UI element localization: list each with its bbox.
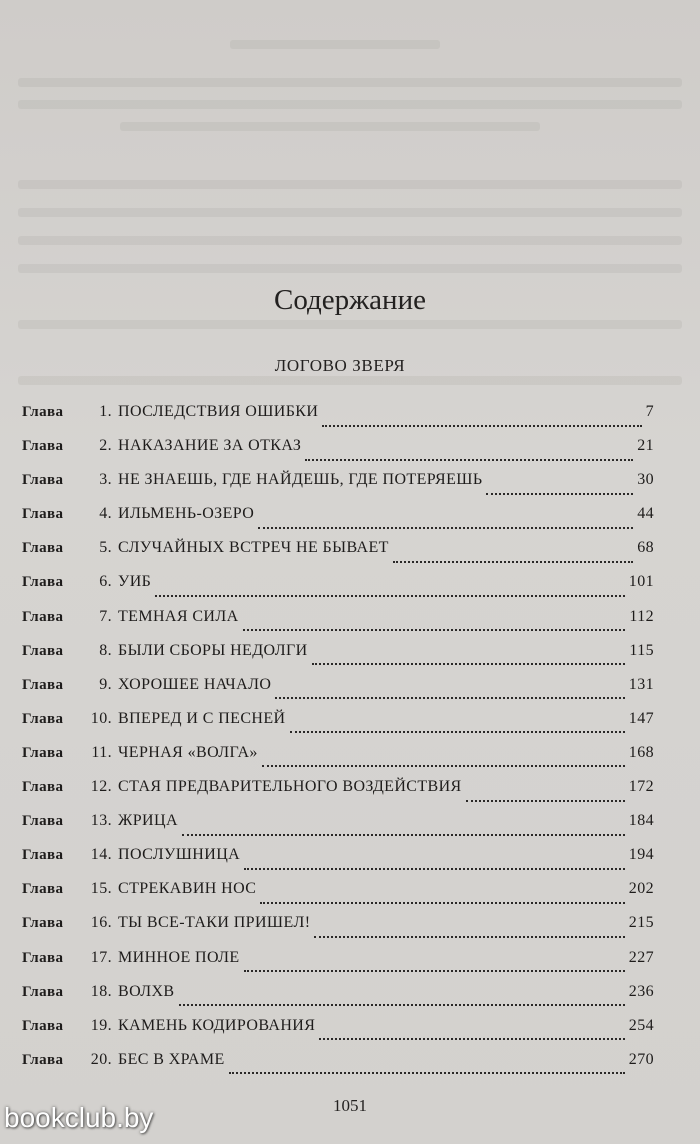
chapter-title: ПОСЛЕДСТВИЯ ОШИБКИ [118, 403, 319, 420]
chapter-page-number: 236 [628, 982, 654, 1000]
chapter-title: ЖРИЦА [118, 812, 178, 830]
chapter-label: Глава [22, 574, 64, 591]
chapter-label: Глава [22, 676, 64, 693]
chapter-label: Глава [22, 608, 64, 625]
chapter-page-number: 101 [628, 573, 654, 591]
chapter-title: МИННОЕ ПОЛЕ [118, 948, 240, 966]
toc-entry [22, 471, 654, 505]
dot-leader [182, 833, 625, 836]
chapter-page-number: 227 [628, 948, 654, 966]
dot-leader [275, 696, 625, 699]
toc-entry [22, 914, 654, 948]
chapter-number: 20. [90, 1050, 112, 1068]
chapter-number: 6. [99, 573, 112, 591]
toc-entry [22, 437, 654, 471]
chapter-number: 13. [90, 812, 112, 830]
chapter-title: ТЕМНАЯ СИЛА [118, 607, 239, 625]
chapter-label: Глава [22, 404, 64, 420]
chapter-page-number: 254 [628, 1016, 654, 1034]
chapter-label: Глава [22, 915, 64, 932]
dot-leader [312, 662, 626, 665]
dot-leader [244, 867, 625, 870]
toc-entry [22, 880, 654, 914]
bleed-through-text [18, 208, 682, 217]
chapter-label: Глава [22, 540, 64, 557]
chapter-label: Глава [22, 472, 64, 489]
chapter-page-number: 7 [645, 403, 654, 420]
chapter-page-number: 21 [637, 437, 654, 455]
chapter-number: 11. [91, 743, 112, 761]
chapter-page-number: 172 [628, 778, 654, 796]
dot-leader [486, 492, 633, 495]
chapter-number: 12. [90, 778, 112, 796]
bleed-through-text [18, 376, 682, 385]
bleed-through-text [18, 236, 682, 245]
toc-entry [22, 812, 654, 846]
chapter-number: 18. [90, 982, 112, 1000]
bleed-through-text [18, 78, 682, 87]
chapter-title: ХОРОШЕЕ НАЧАЛО [118, 675, 272, 693]
dot-leader [305, 458, 633, 461]
dot-leader [262, 764, 625, 767]
chapter-page-number: 30 [637, 471, 654, 489]
contents-heading: Содержание [274, 284, 426, 316]
chapter-title: ТЫ ВСЕ-ТАКИ ПРИШЕЛ! [118, 914, 311, 932]
chapter-label: Глава [22, 438, 64, 455]
chapter-page-number: 68 [637, 539, 654, 557]
chapter-title: НАКАЗАНИЕ ЗА ОТКАЗ [118, 437, 302, 455]
dot-leader [393, 560, 633, 563]
dot-leader [258, 526, 633, 529]
chapter-page-number: 147 [628, 709, 654, 727]
chapter-page-number: 168 [628, 743, 654, 761]
dot-leader [319, 1037, 624, 1040]
toc-entry [22, 710, 654, 744]
chapter-label: Глава [22, 881, 64, 898]
chapter-number: 8. [99, 641, 112, 659]
bleed-through-text [18, 264, 682, 273]
dot-leader [466, 799, 625, 802]
dot-leader [260, 901, 624, 904]
toc-entry [22, 1017, 654, 1051]
dot-leader [322, 424, 641, 427]
chapter-title: УИБ [118, 573, 152, 591]
chapter-page-number: 270 [628, 1050, 654, 1068]
dot-leader [229, 1071, 625, 1074]
dot-leader [244, 969, 625, 972]
chapter-page-number: 202 [628, 880, 654, 898]
toc-entry [22, 983, 654, 1017]
part-title: ЛОГОВО ЗВЕРЯ [274, 356, 406, 375]
bleed-through-text [230, 40, 440, 49]
chapter-title: ЧЕРНАЯ «ВОЛГА» [118, 743, 258, 761]
toc-entry [22, 608, 654, 642]
toc-entry [22, 949, 654, 983]
dot-leader [243, 628, 626, 631]
toc-entry [22, 539, 654, 573]
bleed-through-text [18, 180, 682, 189]
toc-entry [22, 846, 654, 880]
toc-entry [22, 676, 654, 710]
chapter-number: 2. [99, 437, 112, 455]
chapter-number: 5. [99, 539, 112, 557]
toc-entry [22, 642, 654, 676]
chapter-page-number: 184 [628, 812, 654, 830]
chapter-title: НЕ ЗНАЕШЬ, ГДЕ НАЙДЕШЬ, ГДЕ ПОТЕРЯЕШЬ [118, 471, 483, 489]
chapter-number: 14. [90, 846, 112, 864]
chapter-page-number: 44 [637, 505, 654, 523]
chapter-title: СТАЯ ПРЕДВАРИТЕЛЬНОГО ВОЗДЕЙСТВИЯ [118, 778, 462, 796]
dot-leader [179, 1003, 625, 1006]
chapter-title: ВПЕРЕД И С ПЕСНЕЙ [118, 709, 286, 727]
chapter-number: 19. [90, 1016, 112, 1034]
chapter-number: 15. [90, 880, 112, 898]
chapter-title: ВОЛХВ [118, 982, 175, 1000]
chapter-title: СЛУЧАЙНЫХ ВСТРЕЧ НЕ БЫВАЕТ [118, 539, 389, 557]
chapter-label: Глава [22, 1017, 64, 1034]
chapter-label: Глава [22, 1051, 64, 1068]
chapter-label: Глава [22, 744, 64, 761]
dot-leader [155, 594, 625, 597]
table-of-contents [22, 403, 654, 1085]
bleed-through-text [18, 100, 682, 109]
chapter-label: Глава [22, 779, 64, 796]
chapter-page-number: 131 [628, 675, 654, 693]
chapter-label: Глава [22, 983, 64, 1000]
chapter-number: 17. [90, 948, 112, 966]
chapter-page-number: 112 [629, 607, 654, 625]
toc-entry [22, 744, 654, 778]
chapter-number: 4. [99, 505, 112, 523]
chapter-number: 1. [99, 403, 112, 420]
chapter-title: БЫЛИ СБОРЫ НЕДОЛГИ [118, 641, 308, 659]
toc-entry [22, 505, 654, 539]
chapter-title: БЕС В ХРАМЕ [118, 1050, 225, 1068]
watermark-logo: bookclub.by [4, 1102, 154, 1133]
toc-entry [22, 1051, 654, 1085]
dot-leader [314, 935, 624, 938]
page-number: 1051 [333, 1096, 367, 1115]
chapter-label: Глава [22, 710, 64, 727]
chapter-label: Глава [22, 813, 64, 830]
bleed-through-text [18, 320, 682, 329]
chapter-number: 16. [90, 914, 112, 932]
chapter-title: КАМЕНЬ КОДИРОВАНИЯ [118, 1016, 316, 1034]
chapter-number: 7. [99, 607, 112, 625]
chapter-title: ИЛЬМЕНЬ-ОЗЕРО [118, 505, 255, 523]
chapter-label: Глава [22, 949, 64, 966]
chapter-label: Глава [22, 506, 64, 523]
dot-leader [290, 730, 625, 733]
chapter-label: Глава [22, 847, 64, 864]
toc-entry [22, 403, 654, 437]
chapter-title: ПОСЛУШНИЦА [118, 846, 241, 864]
chapter-page-number: 115 [629, 641, 654, 659]
chapter-number: 10. [90, 709, 112, 727]
chapter-title: СТРЕКАВИН НОС [118, 880, 257, 898]
toc-entry [22, 778, 654, 812]
chapter-page-number: 194 [628, 846, 654, 864]
chapter-number: 9. [99, 675, 112, 693]
chapter-page-number: 215 [628, 914, 654, 932]
chapter-label: Глава [22, 642, 64, 659]
toc-entry [22, 573, 654, 607]
chapter-number: 3. [99, 471, 112, 489]
bleed-through-text [120, 122, 540, 131]
